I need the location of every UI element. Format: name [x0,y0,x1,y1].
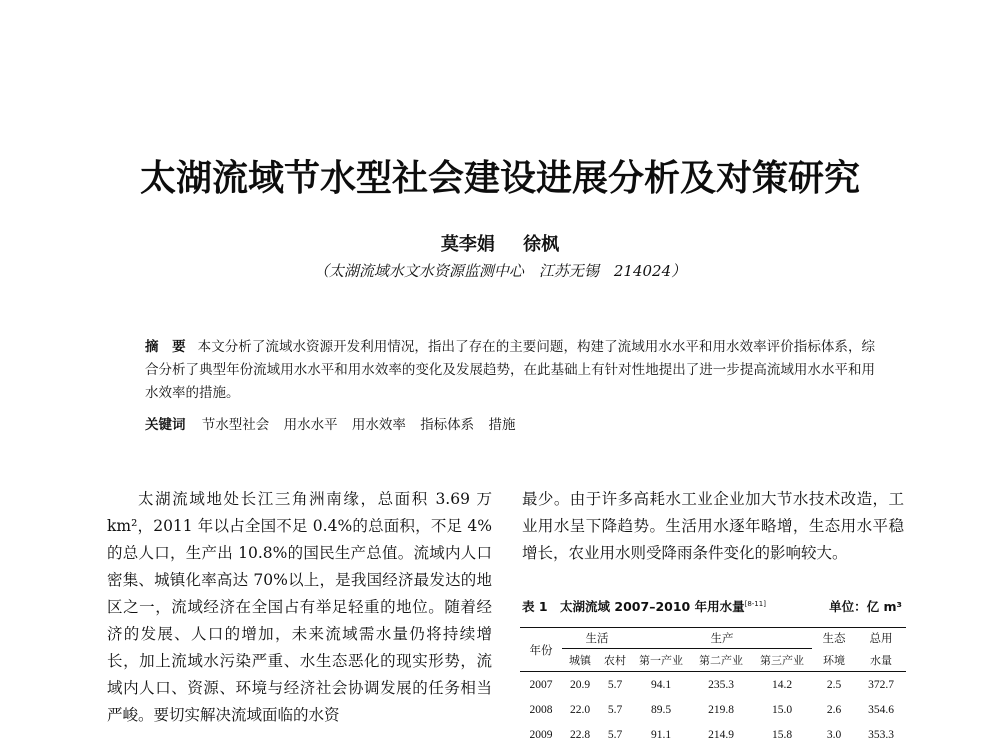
affiliation: （太湖流域水文水资源监测中心 江苏无锡 214024） [313,262,687,280]
cell-total: 354.6 [868,703,894,716]
table-row [520,697,906,722]
cell-year: 2008 [529,703,553,716]
table-caption [522,597,904,615]
table-caption-text: 表 1 太湖流域 2007–2010 年用水量 [522,599,745,614]
cell-urban: 20.9 [569,678,591,691]
abstract-text: 本文分析了流域水资源开发利用情况，指出了存在的主要问题，构建了流域用水水平和用水效率评价指标体系，综合分析了典型年份流域用水水平和用水效率的变化及发展趋势，在此基础上有针对性地提出了进一步提高流域用水水平和用水效率的措施。 [145,339,876,401]
paper-title: 太湖流域节水型社会建设进展分析及对策研究 [139,158,860,199]
table-header-row [520,628,906,649]
cell-tertiary: 15.8 [771,728,793,741]
body-text-left-column: 太湖流域地处长江三角洲南缘，总面积 3.69 万 km²，2011 年以占全国不足 0.4%的总面积，不足 4%的总人口，生产出 10.8%的国民生产总值。流域内人口密集、城镇化率高达 70%以上，是我国经济最发达的地区之一，流域经济在全国占有举足轻重的地位。随着经济的发展、人口的增加，未来流域需水量仍将持续增长，加上流域水污染严重、水生态恶化的现实形势，流域内人口、资源、环境与经济社会协调发展的任务相当严峻。要切实解决流域面临的水资 [107,490,492,724]
cell-primary: 91.1 [650,728,672,741]
cell-year: 2007 [529,678,553,691]
header-living: 生活 [562,628,632,649]
keyword: 节水型社会 [201,417,270,433]
header-secondary: 第二产业 [690,649,752,672]
cell-secondary: 214.9 [708,728,734,741]
cell-rural: 5.7 [607,678,623,691]
cell-env: 3.0 [826,728,842,741]
author-list [0,230,1000,256]
table-row [520,672,906,698]
header-primary: 第一产业 [632,649,690,672]
cell-env: 2.6 [826,703,842,716]
header-urban: 城镇 [562,649,598,672]
cell-primary: 89.5 [650,703,672,716]
header-year: 年份 [520,628,562,672]
cell-total: 372.7 [868,678,894,691]
abstract-label: 摘 要 [145,339,186,355]
author-name: 徐枫 [523,234,560,255]
keyword: 指标体系 [420,417,475,433]
author-name: 莫李娟 [440,234,495,255]
table-subheader-row [520,649,906,672]
body-text-right-column: 最少。由于许多高耗水工业企业加大节水技术改造，工业用水呈下降趋势。生活用水逐年略增，生态用水平稳增长，农业用水则受降雨条件变化的影响较大。 [522,490,904,562]
header-env: 环境 [812,649,856,672]
table-unit: 单位：亿 m³ [829,599,902,614]
keyword: 用水效率 [351,417,406,433]
header-total: 总用 [856,628,906,649]
header-production: 生产 [632,628,812,649]
table-row [520,722,906,747]
keyword: 用水水平 [283,417,338,433]
header-tertiary: 第三产业 [752,649,812,672]
cell-urban: 22.0 [569,703,591,716]
table-caption-citation: [8-11] [744,599,766,608]
cell-year: 2009 [529,728,553,741]
water-use-table [520,627,906,747]
header-amount: 水量 [856,649,906,672]
cell-urban: 22.8 [569,728,591,741]
keyword: 措施 [488,417,516,433]
cell-env: 2.5 [826,678,842,691]
cell-tertiary: 15.0 [771,703,793,716]
cell-tertiary: 14.2 [771,678,793,691]
cell-secondary: 219.8 [708,703,734,716]
cell-primary: 94.1 [650,678,672,691]
cell-secondary: 235.3 [708,678,734,691]
header-rural: 农村 [598,649,632,672]
header-ecology: 生态 [812,628,856,649]
abstract [145,336,875,405]
keywords-label: 关键词 [145,417,186,433]
cell-rural: 5.7 [607,703,623,716]
cell-total: 353.3 [868,728,894,741]
keywords [145,413,875,433]
cell-rural: 5.7 [607,728,623,741]
